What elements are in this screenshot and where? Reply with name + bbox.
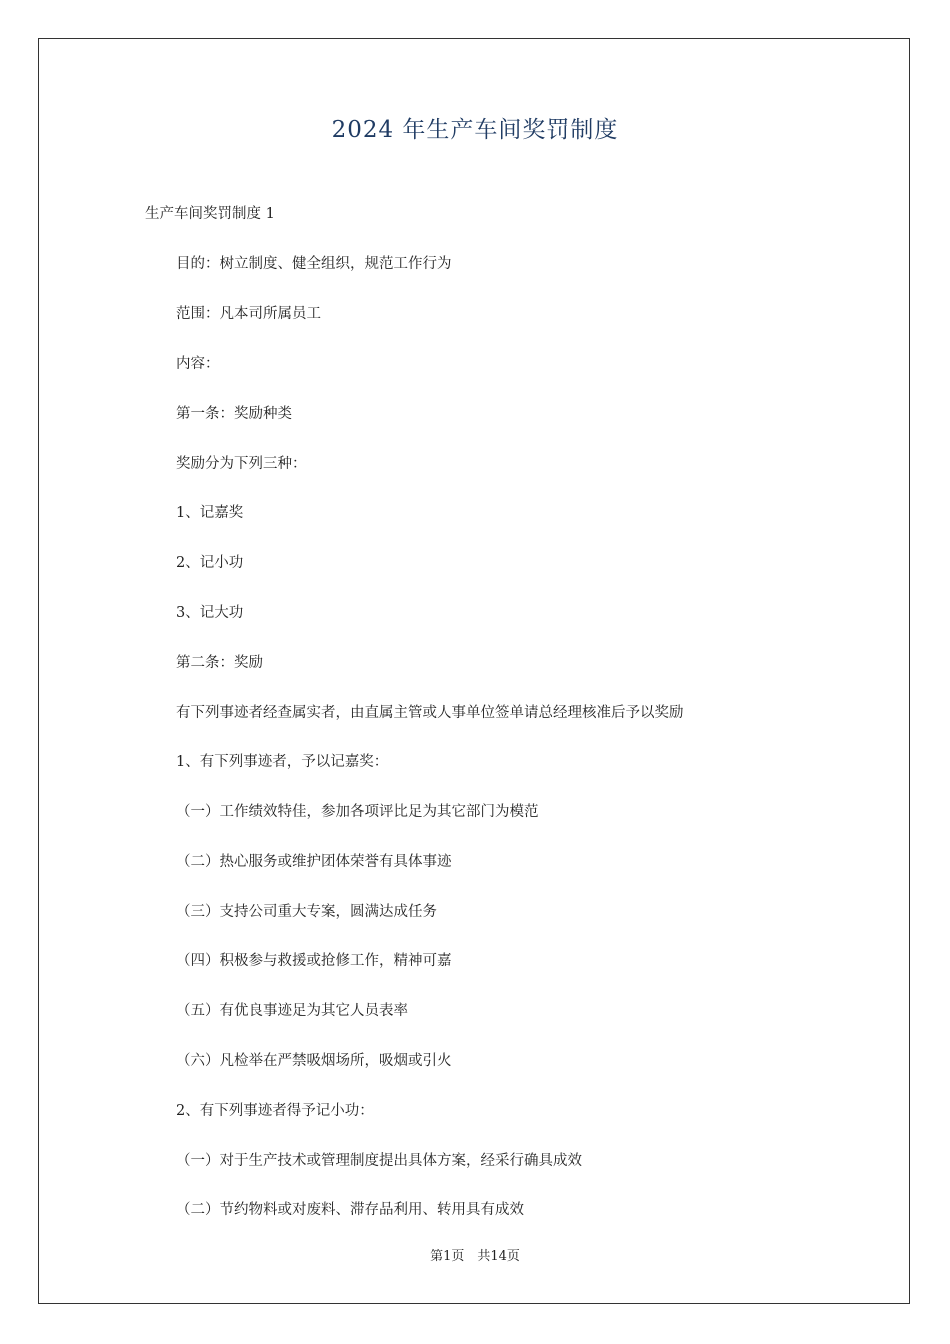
sub-list-item: （四）积极参与救援或抢修工作，精神可嘉 <box>176 953 452 969</box>
section-heading: 生产车间奖罚制度 1 <box>145 206 275 222</box>
sub-list-item: （六）凡检举在严禁吸烟场所，吸烟或引火 <box>176 1053 452 1069</box>
list-item: 2、有下列事迹者得予记小功： <box>176 1103 374 1119</box>
list-item: 1、有下列事迹者，予以记嘉奖： <box>176 754 389 770</box>
list-item: 3、记大功 <box>176 605 244 621</box>
paragraph: 奖励分为下列三种： <box>176 456 307 472</box>
page-number-footer: 第1页 共14页 <box>430 1249 520 1264</box>
sub-list-item: （二）节约物料或对废料、滞存品利用、转用具有成效 <box>176 1202 524 1218</box>
article-1-heading: 第一条：奖励种类 <box>176 406 292 422</box>
sub-list-item: （三）支持公司重大专案，圆满达成任务 <box>176 904 437 920</box>
paragraph-purpose: 目的：树立制度、健全组织，规范工作行为 <box>176 256 452 272</box>
sub-list-item: （二）热心服务或维护团体荣誉有具体事迹 <box>176 854 452 870</box>
article-2-heading: 第二条：奖励 <box>176 655 263 671</box>
sub-list-item: （一）工作绩效特佳，参加各项评比足为其它部门为模范 <box>176 804 539 820</box>
sub-list-item: （五）有优良事迹足为其它人员表率 <box>176 1003 408 1019</box>
list-item: 2、记小功 <box>176 555 244 571</box>
paragraph-scope: 范围：凡本司所属员工 <box>176 306 321 322</box>
document-title: 2024 年生产车间奖罚制度 <box>331 117 619 143</box>
paragraph: 有下列事迹者经查属实者，由直属主管或人事单位签单请总经理核准后予以奖励 <box>176 705 684 721</box>
list-item: 1、记嘉奖 <box>176 505 244 521</box>
paragraph-content-label: 内容： <box>176 356 220 372</box>
sub-list-item: （一）对于生产技术或管理制度提出具体方案，经采行确具成效 <box>176 1153 582 1169</box>
